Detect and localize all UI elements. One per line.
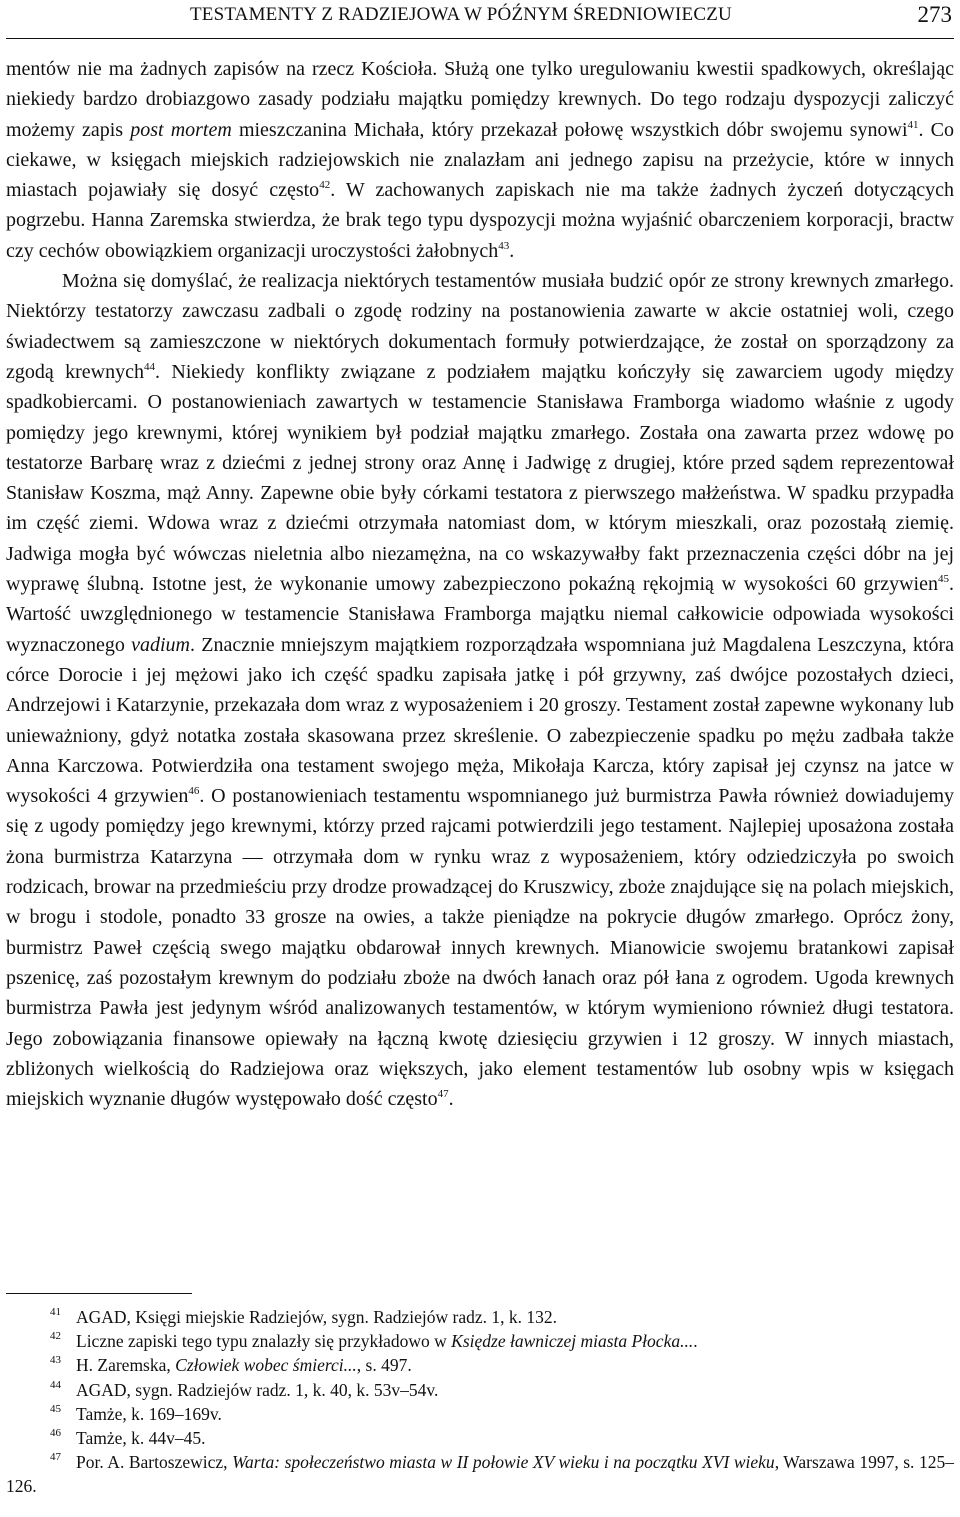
footnote-ref-47[interactable]: 47 (437, 1088, 449, 1101)
paragraph-2 (6, 266, 954, 1114)
body-text (6, 54, 954, 1114)
footnote-text-run: AGAD, Księgi miejskie Radziejów, sygn. Radziejów radz. 1, k. 132. (76, 1307, 557, 1327)
footnote-number: 41 (50, 1306, 61, 1318)
footnote-text (50, 1305, 954, 1329)
text-run: Można się domyślać, że realizacja niektórych testamentów musiała budzić opór ze strony krewnych zmarłego. Niektórzy testatorzy zawczasu zadbali o zgodę rodziny na postanowienia zawarte w akcie ostatniej woli, czego świadectwem są zamieszczone w niektórych dokumentach formuły potwierdzające, że został on sporządzony za zgodą krewnych (6, 270, 954, 383)
footnote-43 (6, 1353, 954, 1377)
footnote-text (50, 1426, 954, 1450)
footnote-ref-45[interactable]: 45 (938, 573, 949, 586)
text-run: mentów nie ma żadnych zapisów na rzecz Kościoła. Służą one tylko uregulowaniu kwestii spadkowych, określając niekiedy bardzo drobiazgowo zasady podziału majątku pomiędzy krewnych. Do tego rodzaju dyspozycji zaliczyć możemy zapis (6, 58, 954, 141)
text-run: mieszczanina Michała, który przekazał połowę wszystkich dóbr swojemu synowi (231, 118, 908, 141)
paragraph-1 (6, 54, 954, 266)
footnote-text-run: Liczne zapiski tego typu znalazły się przykładowo w (76, 1331, 452, 1352)
footnote-text-run: H. Zaremska, (76, 1355, 176, 1376)
text-run: . O postanowieniach testamentu wspomnianego już burmistrza Pawła również dowiadujemy się z ugody pomiędzy jego krewnymi, którzy przed rajcami potwierdzili jego testament. Najlepiej uposażona została żona burmistrza Katarzyna — otrzymała dom w rynku wraz z wyposażeniem, który odziedziczyła po swoich rodzicach, browar na przedmieściu przy drodze prowadzącej do Kruszwicy, zboże znajdujące się na polach miejskich, w brogu i stodole, ponadto 33 grosze na owies, a także pieniądze na pokrycie długów zmarłego. Oprócz żony, burmistrz Paweł częścią swego majątku obdarował innych krewnych. Mianowicie swojemu bratankowi zapisał pszenicę, zaś pozostałym krewnym do podziału zboże na dwóch łanach oraz pół łana z ogrodem. Ugoda krewnych burmistrza Pawła jest jedynym wśród analizowanych testamentów, w którym wymieniono również długi testatora. Jego zobowiązania finansowe opiewały na łączną kwotę dziesięciu grzywien i 12 groszy. W innych miastach, zbliżonych wielkością do Radziejowa oraz większych, jako element testamentów lub osobny wpis w księgach miejskich wyznanie długów występowało dość często (6, 785, 955, 1111)
footnote-italic: Człowiek wobec śmierci... (175, 1355, 357, 1376)
footnote-ref-44[interactable]: 44 (144, 360, 156, 373)
footnote-number: 43 (50, 1354, 61, 1367)
footnote-number: 44 (50, 1378, 61, 1391)
footnote-divider (6, 1293, 192, 1294)
footnote-italic: Warta: społeczeństwo miasta w II połowie XV wieku i na początku XVI wieku (232, 1452, 775, 1473)
footnote-number: 45 (50, 1402, 61, 1415)
footnote-italic: Księdze ławniczej miasta Płocka... (451, 1331, 694, 1352)
running-header (6, 0, 954, 39)
footnote-number: 47 (50, 1451, 61, 1464)
text-run: . Wartość uwzględnionego w testamencie Stanisława Framborga majątku niemal całkowicie odpowiada wysokości wyznaczonego (6, 573, 954, 656)
footnote-text-run: Tamże, k. 169–169v. (76, 1403, 222, 1424)
running-title: TESTAMENTY Z RADZIEJOWA W PÓŹNYM ŚREDNIOWIECZU (190, 4, 732, 25)
footnote-ref-41[interactable]: 41 (907, 118, 919, 131)
italic-run: post mortem (130, 118, 232, 141)
footnote-45 (6, 1402, 954, 1426)
footnote-text (6, 1450, 954, 1498)
text-run: . (509, 239, 515, 262)
footnote-47 (6, 1450, 954, 1498)
footnote-text-run: , s. 497. (356, 1355, 412, 1376)
text-run: . Co ciekawe, w księgach miejskich radziejowskich nie znalazłam ani jednego zapisu na przeżycie, które w innych miastach pojawiały się dosyć często (6, 118, 954, 202)
footnote-ref-46[interactable]: 46 (188, 785, 200, 798)
text-run: . (448, 1088, 454, 1111)
footnote-text-run: , Warszawa 1997, s. 125–126. (6, 1452, 954, 1497)
page-number: 273 (917, 2, 952, 27)
footnote-text-run: Tamże, k. 44v–45. (76, 1428, 206, 1449)
footnote-44 (6, 1378, 954, 1402)
footnote-41 (6, 1305, 954, 1329)
footnote-text (50, 1378, 954, 1402)
footnote-46 (6, 1426, 954, 1450)
footnote-text (50, 1353, 954, 1377)
footnote-number: 46 (50, 1427, 61, 1440)
text-run: . W zachowanych zapiskach nie ma także żadnych życzeń dotyczących pogrzebu. Hanna Zaremska stwierdza, że brak tego typu dyspozycji można wyjaśnić obarczeniem korporacji, bractw czy cechów obowiązkiem organizacji uroczystości żałobnych (6, 179, 954, 262)
footnote-number: 42 (50, 1330, 61, 1343)
footnotes-section (6, 1305, 954, 1499)
footnote-text (50, 1402, 954, 1426)
footnote-text-run: Por. A. Bartoszewicz, (76, 1452, 233, 1473)
footnote-text-run: . (693, 1331, 698, 1352)
footnote-42 (6, 1329, 954, 1353)
document-page (6, 0, 954, 1517)
footnote-ref-43[interactable]: 43 (498, 239, 510, 252)
text-run: . Znacznie mniejszym majątkiem rozporządzała wspomniana już Magdalena Leszczyna, która córce Dorocie i jej mężowi jako ich część spadku zapisała jatkę i pół grzywny, zaś dwójce pozostałych dzieci, Andrzejowi i Katarzynie, przekazała dom wraz z wyposażeniem i 20 groszy. Testament został zapewne wykonany lub unieważniony, gdyż notatka została skasowana przez skreślenie. O zabezpieczenie spadku po mężu zadbała także Anna Karczowa. Potwierdziła ona testament swojego męża, Mikołaja Karcza, który zapisał jej czynsz na jatce w wysokości 4 grzywien (6, 633, 955, 808)
footnote-ref-42[interactable]: 42 (319, 179, 331, 192)
footnote-text (50, 1329, 954, 1353)
text-run: . Niekiedy konflikty związane z podziałem majątku kończyły się zawarciem ugody między spadkobiercami. O postanowieniach zawartych w testamencie Stanisława Framborga wiadomo właśnie z ugody pomiędzy jego krewnymi, której wynikiem był podział majątku zmarłego. Została ona zawarta przez wdowę po testatorze Barbarę wraz z dziećmi z jednej strony oraz Annę i Jadwigę z drugiej, które przed sądem reprezentował Stanisław Koszma, mąż Anny. Zapewne obie były córkami testatora z pierwszego małżeństwa. W spadku przypadła im część ziemi. Wdowa wraz z dziećmi otrzymała natomiast dom, w którym mieszkali, oraz pozostałą ziemię. Jadwiga mogła być wówczas nieletnia albo niezamężna, na co wskazywałby fakt przeznaczenia części dóbr na jej wyprawę ślubną. Istotne jest, że wykonanie umowy zabezpieczono pokaźną rękojmią w wysokości 60 grzywien (6, 360, 954, 596)
footnote-text-run: AGAD, sygn. Radziejów radz. 1, k. 40, k. 53v–54v. (76, 1379, 439, 1400)
italic-run: vadium (131, 633, 191, 656)
